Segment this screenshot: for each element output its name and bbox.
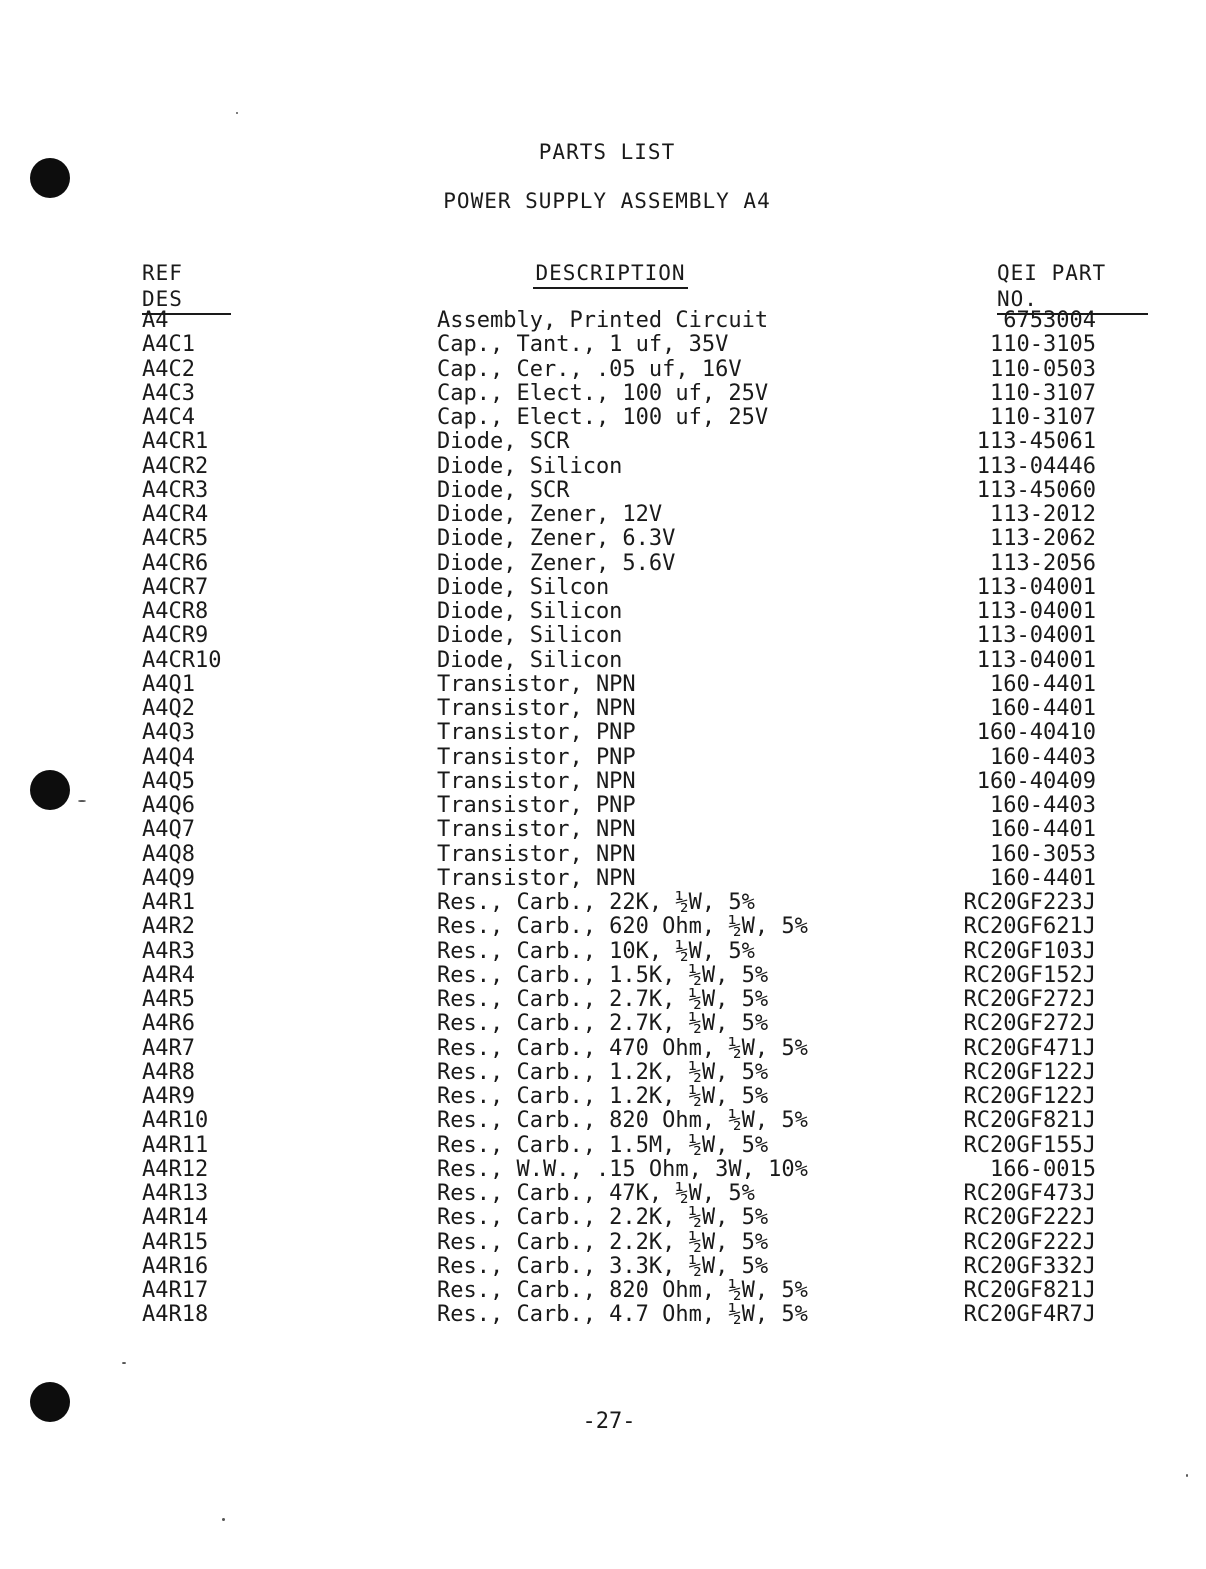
part-no-cell: 160-4401 xyxy=(990,696,1096,721)
column-header-description: DESCRIPTION xyxy=(533,260,688,289)
part-no-cell: RC20GF222J xyxy=(963,1205,1096,1231)
description-cell: Res., Carb., 10K, ½W, 5% xyxy=(437,938,755,964)
ref-des-cell: A4R4 xyxy=(142,962,195,988)
scan-speck xyxy=(236,112,238,114)
ref-des-cell: A4Q2 xyxy=(142,696,195,721)
description-cell: Res., Carb., 620 Ohm, ½W, 5% xyxy=(437,914,808,940)
scan-speck xyxy=(1186,1474,1188,1477)
ref-des-cell: A4CR7 xyxy=(142,574,209,600)
description-cell: Transistor, NPN xyxy=(437,768,636,794)
description-cell: Res., Carb., 1.2K, ½W, 5% xyxy=(437,1084,769,1109)
ref-des-cell: A4R14 xyxy=(142,1205,209,1231)
part-no-cell: 110-3105 xyxy=(990,332,1096,358)
description-cell: Cap., Elect., 100 uf, 25V xyxy=(437,405,769,430)
part-no-cell: 110-3107 xyxy=(990,380,1096,406)
description-cell: Transistor, PNP xyxy=(437,720,636,746)
table-row xyxy=(0,1158,1206,1182)
ref-des-cell: A4Q6 xyxy=(142,793,195,818)
page-number: -27- xyxy=(582,1409,636,1434)
part-no-cell: 113-04001 xyxy=(976,574,1096,600)
description-cell: Res., W.W., .15 Ohm, 3W, 10% xyxy=(437,1156,808,1182)
description-cell: Transistor, NPN xyxy=(437,696,636,721)
description-cell: Transistor, PNP xyxy=(437,744,636,770)
part-no-cell: 110-0503 xyxy=(990,356,1096,382)
ref-des-cell: A4CR3 xyxy=(142,477,209,503)
description-cell: Res., Carb., 1.5K, ½W, 5% xyxy=(437,962,769,988)
table-row xyxy=(0,358,1206,382)
part-no-cell: 160-40410 xyxy=(976,720,1096,746)
part-no-cell: RC20GF223J xyxy=(963,890,1096,915)
part-no-cell: 113-04001 xyxy=(976,599,1096,624)
table-row xyxy=(0,430,1206,454)
table-row xyxy=(0,1231,1206,1255)
ref-des-cell: A4R18 xyxy=(142,1302,209,1328)
table-row xyxy=(0,624,1206,648)
description-cell: Cap., Tant., 1 uf, 35V xyxy=(437,332,729,358)
ref-des-cell: A4C1 xyxy=(142,332,195,358)
part-no-cell: 160-4401 xyxy=(990,671,1096,697)
table-row xyxy=(0,843,1206,867)
description-cell: Res., Carb., 2.7K, ½W, 5% xyxy=(437,987,769,1012)
column-header-part-no: QEI PART NO. xyxy=(997,260,1148,315)
ref-des-cell: A4R9 xyxy=(142,1084,195,1109)
description-cell: Diode, SCR xyxy=(437,429,570,455)
ref-des-cell: A4R10 xyxy=(142,1108,209,1134)
table-row xyxy=(0,527,1206,551)
table-row xyxy=(0,1109,1206,1133)
table-row xyxy=(0,455,1206,479)
ref-des-cell: A4C3 xyxy=(142,380,195,406)
description-cell: Res., Carb., 820 Ohm, ½W, 5% xyxy=(437,1108,808,1134)
table-row xyxy=(0,1279,1206,1303)
table-row xyxy=(0,1206,1206,1230)
description-cell: Transistor, PNP xyxy=(437,793,636,818)
part-no-cell: 6753004 xyxy=(1003,308,1096,333)
part-no-cell: RC20GF272J xyxy=(963,987,1096,1012)
description-cell: Res., Carb., 47K, ½W, 5% xyxy=(437,1181,755,1206)
part-no-cell: 113-04446 xyxy=(976,453,1096,479)
part-no-cell: RC20GF471J xyxy=(963,1035,1096,1061)
ref-des-cell: A4C2 xyxy=(142,356,195,382)
description-cell: Diode, Zener, 5.6V xyxy=(437,550,676,576)
ref-des-cell: A4CR4 xyxy=(142,502,209,527)
scan-speck xyxy=(122,1362,126,1364)
part-no-cell: 113-04001 xyxy=(976,623,1096,649)
ref-des-cell: A4R11 xyxy=(142,1132,209,1158)
ref-des-cell: A4CR1 xyxy=(142,429,209,455)
table-row xyxy=(0,503,1206,527)
page-title: PARTS LIST xyxy=(538,140,676,164)
table-row xyxy=(0,552,1206,576)
ref-des-cell: A4R3 xyxy=(142,938,195,964)
description-cell: Res., Carb., 1.2K, ½W, 5% xyxy=(437,1059,769,1085)
table-row xyxy=(0,818,1206,842)
description-cell: Res., Carb., 820 Ohm, ½W, 5% xyxy=(437,1278,808,1303)
ref-des-cell: A4R1 xyxy=(142,890,195,915)
ref-des-cell: A4Q9 xyxy=(142,865,195,891)
table-row xyxy=(0,382,1206,406)
part-no-cell: 113-04001 xyxy=(976,647,1096,673)
ref-des-cell: A4Q5 xyxy=(142,768,195,794)
table-row xyxy=(0,867,1206,891)
table-row xyxy=(0,1037,1206,1061)
description-cell: Transistor, NPN xyxy=(437,817,636,843)
ref-des-cell: A4Q1 xyxy=(142,671,195,697)
part-no-cell: 113-45060 xyxy=(976,477,1096,503)
description-cell: Diode, Zener, 12V xyxy=(437,502,663,527)
ref-des-cell: A4R16 xyxy=(142,1253,209,1279)
table-row xyxy=(0,794,1206,818)
description-cell: Transistor, NPN xyxy=(437,865,636,891)
description-cell: Diode, SCR xyxy=(437,477,570,503)
description-cell: Res., Carb., 22K, ½W, 5% xyxy=(437,890,755,915)
ref-des-cell: A4CR8 xyxy=(142,599,209,624)
table-row xyxy=(0,1061,1206,1085)
column-header-ref-des: REF DES xyxy=(142,260,231,315)
ref-des-cell: A4R12 xyxy=(142,1156,209,1182)
part-no-cell: 160-4401 xyxy=(990,817,1096,843)
part-no-cell: 160-40409 xyxy=(976,768,1096,794)
part-no-cell: 113-45061 xyxy=(976,429,1096,455)
ref-des-cell: A4CR10 xyxy=(142,647,222,673)
description-cell: Res., Carb., 3.3K, ½W, 5% xyxy=(437,1253,769,1279)
part-no-cell: RC20GF222J xyxy=(963,1229,1096,1255)
ref-des-cell: A4C4 xyxy=(142,405,195,430)
description-cell: Res., Carb., 4.7 Ohm, ½W, 5% xyxy=(437,1302,808,1328)
ref-des-cell: A4CR9 xyxy=(142,623,209,649)
table-row xyxy=(0,406,1206,430)
part-no-cell: 160-4403 xyxy=(990,744,1096,770)
ref-des-cell: A4CR6 xyxy=(142,550,209,576)
description-cell: Diode, Silcon xyxy=(437,574,610,600)
page-subtitle: POWER SUPPLY ASSEMBLY A4 xyxy=(443,189,771,213)
description-cell: Diode, Zener, 6.3V xyxy=(437,526,676,552)
part-no-cell: 160-3053 xyxy=(990,841,1096,867)
description-cell: Assembly, Printed Circuit xyxy=(437,308,769,333)
ref-des-cell: A4R2 xyxy=(142,914,195,940)
ref-des-cell: A4R6 xyxy=(142,1011,195,1037)
table-row xyxy=(0,746,1206,770)
table-row xyxy=(0,964,1206,988)
ref-des-cell: A4R13 xyxy=(142,1181,209,1206)
part-no-cell: 110-3107 xyxy=(990,405,1096,430)
description-cell: Res., Carb., 2.7K, ½W, 5% xyxy=(437,1011,769,1037)
description-cell: Diode, Silicon xyxy=(437,647,623,673)
table-row xyxy=(0,309,1206,333)
ref-des-cell: A4Q4 xyxy=(142,744,195,770)
scan-speck xyxy=(222,1518,225,1521)
table-row xyxy=(0,576,1206,600)
table-row xyxy=(0,1134,1206,1158)
table-row xyxy=(0,770,1206,794)
table-row xyxy=(0,1012,1206,1036)
ref-des-cell: A4Q7 xyxy=(142,817,195,843)
description-cell: Res., Carb., 2.2K, ½W, 5% xyxy=(437,1229,769,1255)
parts-table xyxy=(0,309,1206,1328)
part-no-cell: 113-2056 xyxy=(990,550,1096,576)
table-row xyxy=(0,721,1206,745)
table-row xyxy=(0,1303,1206,1327)
part-no-cell: 113-2062 xyxy=(990,526,1096,552)
description-cell: Res., Carb., 1.5M, ½W, 5% xyxy=(437,1132,769,1158)
description-cell: Transistor, NPN xyxy=(437,671,636,697)
part-no-cell: RC20GF155J xyxy=(963,1132,1096,1158)
table-row xyxy=(0,673,1206,697)
part-no-cell: 160-4401 xyxy=(990,865,1096,891)
description-cell: Diode, Silicon xyxy=(437,453,623,479)
part-no-cell: RC20GF122J xyxy=(963,1084,1096,1109)
description-cell: Diode, Silicon xyxy=(437,623,623,649)
part-no-cell: 160-4403 xyxy=(990,793,1096,818)
ref-des-cell: A4Q8 xyxy=(142,841,195,867)
part-no-cell: RC20GF122J xyxy=(963,1059,1096,1085)
ref-des-cell: A4 xyxy=(142,308,169,333)
ref-des-cell: A4R15 xyxy=(142,1229,209,1255)
part-no-cell: 166-0015 xyxy=(990,1156,1096,1182)
table-row xyxy=(0,988,1206,1012)
ref-des-cell: A4R5 xyxy=(142,987,195,1012)
part-no-cell: RC20GF621J xyxy=(963,914,1096,940)
part-no-cell: RC20GF272J xyxy=(963,1011,1096,1037)
ref-des-cell: A4CR5 xyxy=(142,526,209,552)
part-no-cell: RC20GF473J xyxy=(963,1181,1096,1206)
table-row xyxy=(0,1182,1206,1206)
table-row xyxy=(0,1085,1206,1109)
description-cell: Res., Carb., 2.2K, ½W, 5% xyxy=(437,1205,769,1231)
part-no-cell: RC20GF103J xyxy=(963,938,1096,964)
part-no-cell: RC20GF4R7J xyxy=(963,1302,1096,1328)
table-row xyxy=(0,697,1206,721)
table-row xyxy=(0,891,1206,915)
ref-des-cell: A4R17 xyxy=(142,1278,209,1303)
part-no-cell: 113-2012 xyxy=(990,502,1096,527)
table-row xyxy=(0,940,1206,964)
ref-des-cell: A4Q3 xyxy=(142,720,195,746)
description-cell: Res., Carb., 470 Ohm, ½W, 5% xyxy=(437,1035,808,1061)
table-row xyxy=(0,600,1206,624)
part-no-cell: RC20GF821J xyxy=(963,1108,1096,1134)
ref-des-cell: A4R7 xyxy=(142,1035,195,1061)
part-no-cell: RC20GF152J xyxy=(963,962,1096,988)
description-cell: Cap., Cer., .05 uf, 16V xyxy=(437,356,742,382)
part-no-cell: RC20GF332J xyxy=(963,1253,1096,1279)
description-cell: Cap., Elect., 100 uf, 25V xyxy=(437,380,769,406)
table-row xyxy=(0,649,1206,673)
ref-des-cell: A4CR2 xyxy=(142,453,209,479)
description-cell: Diode, Silicon xyxy=(437,599,623,624)
table-row xyxy=(0,915,1206,939)
table-row xyxy=(0,1255,1206,1279)
table-row xyxy=(0,333,1206,357)
table-row xyxy=(0,479,1206,503)
ref-des-cell: A4R8 xyxy=(142,1059,195,1085)
description-cell: Transistor, NPN xyxy=(437,841,636,867)
part-no-cell: RC20GF821J xyxy=(963,1278,1096,1303)
